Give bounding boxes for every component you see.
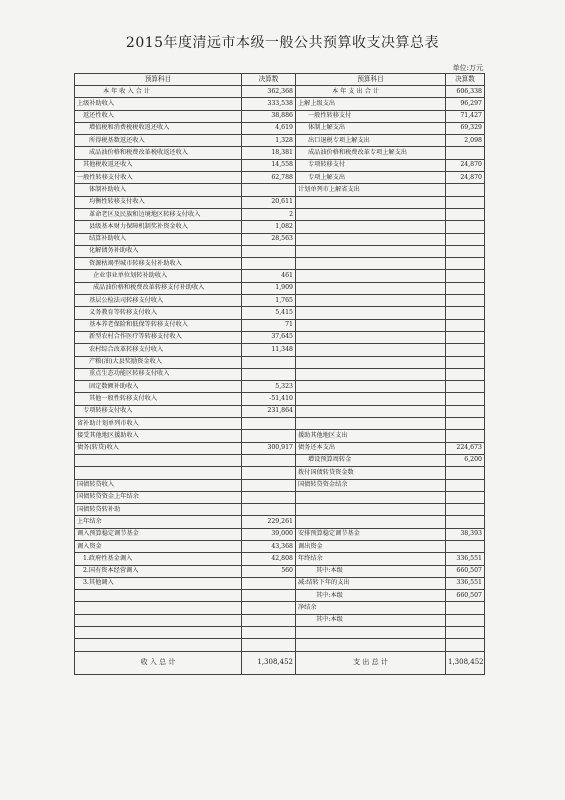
header-expense-amount: 决算数 — [446, 74, 485, 86]
income-amount-cell — [242, 258, 296, 270]
income-amount-cell — [242, 577, 296, 589]
income-amount-cell — [242, 356, 296, 368]
expense-amount-cell — [446, 307, 485, 319]
income-amount-cell: 18,381 — [242, 147, 296, 159]
income-amount-cell: 5,415 — [242, 307, 296, 319]
expense-item-cell: 调出资金 — [296, 540, 446, 552]
table-row — [75, 577, 485, 589]
expense-amount-cell: 96,297 — [446, 98, 485, 110]
expense-amount-cell — [446, 418, 485, 430]
expense-item-cell — [296, 282, 446, 294]
income-item-cell: 其他税收返还收入 — [75, 159, 242, 171]
expense-amount-cell — [446, 639, 485, 651]
table-row — [75, 344, 485, 356]
table-row — [75, 208, 485, 220]
income-item-cell: 均衡性转移支付收入 — [75, 196, 242, 208]
expense-amount-cell: 660,507 — [446, 565, 485, 577]
expense-amount-cell — [446, 319, 485, 331]
income-item-cell: 结算补助收入 — [75, 233, 242, 245]
budget-table — [74, 73, 485, 675]
table-row — [75, 491, 485, 503]
expense-item-cell — [296, 344, 446, 356]
expense-amount-cell — [446, 208, 485, 220]
income-amount-cell — [242, 627, 296, 639]
table-row — [75, 221, 485, 233]
expense-amount-cell — [446, 393, 485, 405]
expense-amount-cell — [446, 430, 485, 442]
expense-amount-cell — [446, 344, 485, 356]
table-row — [75, 602, 485, 614]
expense-amount-cell: 606,338 — [446, 86, 485, 98]
income-item-cell: 国债转贷收入 — [75, 479, 242, 491]
income-item-cell: 革命老区及民族和边境地区转移支付收入 — [75, 208, 242, 220]
expense-item-cell: 净结余 — [296, 602, 446, 614]
income-amount-cell: 560 — [242, 565, 296, 577]
expense-amount-cell — [446, 602, 485, 614]
income-item-cell — [75, 590, 242, 602]
expense-amount-cell — [446, 504, 485, 516]
table-row — [75, 565, 485, 577]
expense-amount-cell: 24,870 — [446, 172, 485, 184]
expense-amount-cell — [446, 184, 485, 196]
income-item-cell: 调入资金 — [75, 540, 242, 552]
expense-item-cell: 成品油价格和税费改革专项上解支出 — [296, 147, 446, 159]
expense-amount-cell — [446, 331, 485, 343]
income-item-cell: 企业事业单位划转补助收入 — [75, 270, 242, 282]
expense-item-cell — [296, 331, 446, 343]
expense-item-cell: 其中:本级 — [296, 565, 446, 577]
table-row — [75, 639, 485, 651]
table-row — [75, 553, 485, 565]
income-item-cell: 上级补助收入 — [75, 98, 242, 110]
income-amount-cell: 11,348 — [242, 344, 296, 356]
expense-amount-cell — [446, 381, 485, 393]
expense-amount-cell — [446, 282, 485, 294]
expense-item-cell — [296, 516, 446, 528]
table-row — [75, 110, 485, 122]
table-row — [75, 467, 485, 479]
income-amount-cell — [242, 184, 296, 196]
income-amount-cell: 38,886 — [242, 110, 296, 122]
expense-item-cell — [296, 504, 446, 516]
table-row — [75, 590, 485, 602]
table-row — [75, 135, 485, 147]
income-item-cell: 产粮(油)大县奖励资金收入 — [75, 356, 242, 368]
income-item-cell — [75, 467, 242, 479]
expense-item-cell — [296, 233, 446, 245]
income-amount-cell: 14,558 — [242, 159, 296, 171]
income-amount-cell: 42,808 — [242, 553, 296, 565]
income-item-cell: 县级基本财力保障机制奖补资金收入 — [75, 221, 242, 233]
table-row — [75, 614, 485, 626]
total-expense-label: 支 出 总 计 — [296, 651, 446, 674]
income-amount-cell: 1,909 — [242, 282, 296, 294]
table-row — [75, 172, 485, 184]
expense-amount-cell — [446, 627, 485, 639]
expense-amount-cell: 336,551 — [446, 577, 485, 589]
income-item-cell: 国债转贷转补助 — [75, 504, 242, 516]
table-row — [75, 405, 485, 417]
expense-amount-cell — [446, 405, 485, 417]
table-row — [75, 528, 485, 540]
expense-item-cell: 其中:本级 — [296, 590, 446, 602]
table-row — [75, 196, 485, 208]
expense-item-cell — [296, 196, 446, 208]
expense-item-cell: 体制上解支出 — [296, 122, 446, 134]
income-item-cell: 成品油价格和税费改革税收返还收入 — [75, 147, 242, 159]
income-item-cell: 调入预算稳定调节基金 — [75, 528, 242, 540]
table-row — [75, 282, 485, 294]
expense-item-cell: 上解上级支出 — [296, 98, 446, 110]
expense-item-cell — [296, 221, 446, 233]
expense-item-cell — [296, 245, 446, 257]
income-item-cell: 1.政府性基金调入 — [75, 553, 242, 565]
expense-item-cell: 债务还本支出 — [296, 442, 446, 454]
total-income-amount: 1,308,452 — [242, 651, 296, 674]
expense-item-cell — [296, 307, 446, 319]
expense-amount-cell — [446, 479, 485, 491]
income-amount-cell: 28,563 — [242, 233, 296, 245]
expense-item-cell: 减:结转下年的支出 — [296, 577, 446, 589]
income-amount-cell: 229,261 — [242, 516, 296, 528]
expense-amount-cell — [446, 368, 485, 380]
income-amount-cell: 62,788 — [242, 172, 296, 184]
income-item-cell: 省补助计划单列市收入 — [75, 418, 242, 430]
income-item-cell — [75, 602, 242, 614]
income-amount-cell — [242, 479, 296, 491]
expense-item-cell — [296, 319, 446, 331]
expense-item-cell — [296, 270, 446, 282]
table-row — [75, 454, 485, 466]
income-item-cell: 基层公检法司转移支付收入 — [75, 295, 242, 307]
income-amount-cell — [242, 590, 296, 602]
expense-item-cell — [296, 295, 446, 307]
table-row — [75, 504, 485, 516]
expense-item-cell — [296, 393, 446, 405]
table-row — [75, 430, 485, 442]
table-row — [75, 98, 485, 110]
table-row — [75, 627, 485, 639]
expense-item-cell — [296, 491, 446, 503]
table-row — [75, 258, 485, 270]
income-item-cell: 国债转贷资金上年结余 — [75, 491, 242, 503]
income-item-cell: 接受其他地区援助收入 — [75, 430, 242, 442]
expense-item-cell — [296, 405, 446, 417]
income-item-cell: 农村综合改革转移支付收入 — [75, 344, 242, 356]
expense-amount-cell — [446, 516, 485, 528]
total-income-label: 收 入 总 计 — [75, 651, 242, 674]
expense-item-cell: 专项转移支付 — [296, 159, 446, 171]
income-amount-cell: 43,368 — [242, 540, 296, 552]
expense-amount-cell: 336,551 — [446, 553, 485, 565]
expense-item-cell: 安排预算稳定调节基金 — [296, 528, 446, 540]
income-amount-cell — [242, 467, 296, 479]
income-amount-cell: 71 — [242, 319, 296, 331]
expense-amount-cell — [446, 540, 485, 552]
income-amount-cell: 1,082 — [242, 221, 296, 233]
income-item-cell: 返还性收入 — [75, 110, 242, 122]
table-row — [75, 184, 485, 196]
income-amount-cell: 20,611 — [242, 196, 296, 208]
table-row — [75, 159, 485, 171]
expense-item-cell — [296, 381, 446, 393]
income-item-cell — [75, 639, 242, 651]
header-income-amount: 决算数 — [242, 74, 296, 86]
income-item-cell: 固定数额补助收入 — [75, 381, 242, 393]
expense-item-cell: 增设预算周转金 — [296, 454, 446, 466]
income-item-cell: 所得税基数返还收入 — [75, 135, 242, 147]
income-item-cell — [75, 614, 242, 626]
table-row — [75, 393, 485, 405]
table-row — [75, 122, 485, 134]
expense-amount-cell — [446, 491, 485, 503]
expense-amount-cell — [446, 221, 485, 233]
income-amount-cell — [242, 614, 296, 626]
income-amount-cell: 1,765 — [242, 295, 296, 307]
page-title: 2015年度清远市本级一般公共预算收支决算总表 — [125, 35, 440, 51]
expense-item-cell: 计划单列市上解省支出 — [296, 184, 446, 196]
expense-item-cell: 一般性转移支付 — [296, 110, 446, 122]
table-row — [75, 245, 485, 257]
expense-amount-cell — [446, 147, 485, 159]
header-row — [75, 74, 485, 86]
expense-amount-cell — [446, 258, 485, 270]
income-item-cell: 专项转移支付收入 — [75, 405, 242, 417]
table-row — [75, 368, 485, 380]
expense-amount-cell — [446, 270, 485, 282]
table-row — [75, 418, 485, 430]
table-row — [75, 295, 485, 307]
income-item-cell: 新型农村合作医疗等转移支付收入 — [75, 331, 242, 343]
total-expense-amount: 1,308,452 — [446, 651, 485, 674]
unit-label: 单位:万元 — [452, 64, 483, 72]
table-row — [75, 331, 485, 343]
income-item-cell: 资源枯竭型城市转移支付补助收入 — [75, 258, 242, 270]
income-amount-cell: 39,000 — [242, 528, 296, 540]
expense-item-cell: 国债转贷资金结余 — [296, 479, 446, 491]
income-amount-cell: -51,410 — [242, 393, 296, 405]
income-item-cell: 2.国有资本经营调入 — [75, 565, 242, 577]
header-expense-item: 预算科目 — [296, 74, 446, 86]
income-item-cell: 一般性转移支付收入 — [75, 172, 242, 184]
expense-item-cell: 专项上解支出 — [296, 172, 446, 184]
expense-amount-cell: 660,507 — [446, 590, 485, 602]
table-row — [75, 307, 485, 319]
income-amount-cell — [242, 245, 296, 257]
income-amount-cell — [242, 602, 296, 614]
expense-amount-cell: 71,427 — [446, 110, 485, 122]
table-row — [75, 516, 485, 528]
expense-item-cell: 拨付国债转贷资金数 — [296, 467, 446, 479]
income-amount-cell: 2 — [242, 208, 296, 220]
income-amount-cell — [242, 418, 296, 430]
expense-amount-cell: 6,200 — [446, 454, 485, 466]
income-item-cell: 3.其他调入 — [75, 577, 242, 589]
income-amount-cell: 5,323 — [242, 381, 296, 393]
income-item-cell: 债务(转贷)收入 — [75, 442, 242, 454]
income-item-cell: 本 年 收 入 合 计 — [75, 86, 242, 98]
income-item-cell: 成品油价格和税费改革转移支付补助收入 — [75, 282, 242, 294]
income-amount-cell: 461 — [242, 270, 296, 282]
expense-amount-cell: 2,098 — [446, 135, 485, 147]
income-amount-cell — [242, 639, 296, 651]
expense-item-cell — [296, 418, 446, 430]
expense-amount-cell: 38,393 — [446, 528, 485, 540]
table-row — [75, 381, 485, 393]
expense-item-cell — [296, 208, 446, 220]
income-amount-cell: 1,328 — [242, 135, 296, 147]
table-row — [75, 147, 485, 159]
income-amount-cell: 333,538 — [242, 98, 296, 110]
income-item-cell: 上年结余 — [75, 516, 242, 528]
income-amount-cell: 231,864 — [242, 405, 296, 417]
expense-item-cell — [296, 258, 446, 270]
expense-amount-cell: 24,870 — [446, 159, 485, 171]
income-item-cell: 义务教育等转移支付收入 — [75, 307, 242, 319]
income-amount-cell: 4,619 — [242, 122, 296, 134]
expense-amount-cell — [446, 233, 485, 245]
expense-amount-cell — [446, 356, 485, 368]
income-amount-cell: 300,917 — [242, 442, 296, 454]
income-item-cell: 重点生态功能区转移支付收入 — [75, 368, 242, 380]
expense-item-cell — [296, 356, 446, 368]
expense-item-cell — [296, 368, 446, 380]
income-amount-cell: 37,645 — [242, 331, 296, 343]
income-amount-cell: 362,368 — [242, 86, 296, 98]
expense-item-cell: 援助其他地区支出 — [296, 430, 446, 442]
header-income-item: 预算科目 — [75, 74, 242, 86]
expense-amount-cell: 69,329 — [446, 122, 485, 134]
income-amount-cell — [242, 454, 296, 466]
income-item-cell: 化解债务补助收入 — [75, 245, 242, 257]
table-row — [75, 319, 485, 331]
income-amount-cell — [242, 504, 296, 516]
income-item-cell — [75, 627, 242, 639]
expense-item-cell: 出口退税专项上解支出 — [296, 135, 446, 147]
expense-amount-cell — [446, 614, 485, 626]
expense-amount-cell — [446, 295, 485, 307]
table-row — [75, 442, 485, 454]
expense-amount-cell — [446, 245, 485, 257]
table-row — [75, 479, 485, 491]
income-item-cell: 其他一般性转移支付收入 — [75, 393, 242, 405]
table-row — [75, 233, 485, 245]
expense-item-cell — [296, 627, 446, 639]
income-amount-cell — [242, 491, 296, 503]
total-row — [75, 651, 485, 674]
expense-amount-cell — [446, 467, 485, 479]
table-row — [75, 540, 485, 552]
expense-amount-cell: 224,673 — [446, 442, 485, 454]
table-row — [75, 270, 485, 282]
table-row — [75, 356, 485, 368]
income-item-cell: 体制补助收入 — [75, 184, 242, 196]
expense-item-cell: 其中:本级 — [296, 614, 446, 626]
expense-item-cell: 年终结余 — [296, 553, 446, 565]
table-row — [75, 86, 485, 98]
income-item-cell: 基本养老保险和低保等转移支付收入 — [75, 319, 242, 331]
income-item-cell: 增值税和消费税税收返还收入 — [75, 122, 242, 134]
expense-item-cell — [296, 639, 446, 651]
income-amount-cell — [242, 430, 296, 442]
expense-item-cell: 本 年 支 出 合 计 — [296, 86, 446, 98]
income-item-cell — [75, 454, 242, 466]
income-amount-cell — [242, 368, 296, 380]
expense-amount-cell — [446, 196, 485, 208]
